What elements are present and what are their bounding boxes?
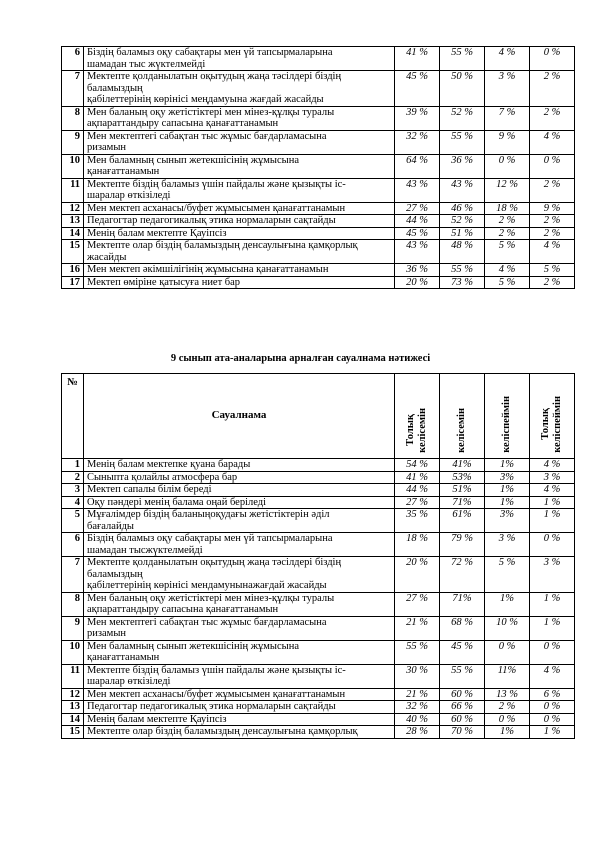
question-line: жасайды — [87, 251, 127, 263]
disagree-value: 1% — [485, 726, 530, 739]
question-text — [84, 471, 395, 484]
question-line: қабілеттерінің көрінісі мендамунынажағдай жасайды — [87, 580, 327, 591]
fully-disagree-value: 4 % — [530, 484, 575, 497]
disagree-value: 4 % — [485, 264, 530, 277]
fully-agree-value: 32 % — [395, 701, 440, 714]
fully-agree-value: 27 % — [395, 496, 440, 509]
question-text — [84, 533, 395, 557]
row-number: 15 — [62, 240, 84, 264]
header-fully-agree-label: Толық келісемін — [405, 407, 428, 453]
row-number: 13 — [62, 215, 84, 228]
disagree-value: 12 % — [485, 178, 530, 202]
question-line: Менің балам мектепте Қауіпсіз — [87, 713, 227, 725]
question-text — [84, 227, 395, 240]
fully-disagree-value: 2 % — [530, 71, 575, 107]
agree-value: 45 % — [440, 640, 485, 664]
fully-disagree-value: 2 % — [530, 178, 575, 202]
table-row — [62, 178, 575, 202]
header-number: № — [62, 374, 84, 459]
question-line: ризамын — [87, 142, 126, 153]
question-text — [84, 664, 395, 688]
fully-agree-value: 54 % — [395, 459, 440, 472]
table-row — [62, 557, 575, 593]
row-number: 3 — [62, 484, 84, 497]
fully-agree-value: 55 % — [395, 640, 440, 664]
disagree-value: 0 % — [485, 713, 530, 726]
question-line: Мектепте қолданылатын оқытудың жаңа тәсілдері біздің — [87, 557, 342, 568]
row-number: 11 — [62, 178, 84, 202]
agree-value: 70 % — [440, 726, 485, 739]
disagree-value: 1% — [485, 496, 530, 509]
fully-disagree-value: 1 % — [530, 592, 575, 616]
agree-value: 50 % — [440, 71, 485, 107]
question-text — [84, 276, 395, 289]
header-fully-disagree — [530, 374, 575, 459]
disagree-value: 5 % — [485, 557, 530, 593]
fully-agree-value: 20 % — [395, 557, 440, 593]
disagree-value: 7 % — [485, 106, 530, 130]
question-line: бағалайды — [87, 520, 134, 532]
question-line: Мен мектеп асханасы/буфет жұмысымен қанағаттанамын — [87, 202, 346, 214]
disagree-value: 2 % — [485, 215, 530, 228]
table-row — [62, 264, 575, 277]
header-agree-label: келісемін — [456, 407, 467, 453]
fully-disagree-value: 2 % — [530, 276, 575, 289]
agree-value: 55 % — [440, 264, 485, 277]
table-row — [62, 215, 575, 228]
header-disagree-label: келіспеймін — [501, 395, 512, 453]
row-number: 14 — [62, 713, 84, 726]
fully-disagree-value: 4 % — [530, 130, 575, 154]
fully-agree-value: 21 % — [395, 688, 440, 701]
question-text — [84, 71, 395, 107]
agree-value: 61% — [440, 509, 485, 533]
grade9-results-table — [61, 373, 575, 739]
row-number: 8 — [62, 592, 84, 616]
fully-disagree-value: 2 % — [530, 227, 575, 240]
table-row — [62, 276, 575, 289]
results-table-continued — [61, 46, 575, 289]
agree-value: 73 % — [440, 276, 485, 289]
disagree-value: 3 % — [485, 71, 530, 107]
fully-disagree-value: 0 % — [530, 533, 575, 557]
table-row — [62, 664, 575, 688]
question-line: Біздің баламыз оқу сабақтары мен үй тапсырмаларына — [87, 533, 333, 544]
row-number: 16 — [62, 264, 84, 277]
agree-value: 68 % — [440, 616, 485, 640]
question-line: Мектепте олар біздің баламыздың денсаулығына қамқорлық — [87, 726, 358, 737]
question-line: Менің балам мектепке қуана барады — [87, 459, 251, 470]
table-row — [62, 533, 575, 557]
row-number: 7 — [62, 71, 84, 107]
question-line: Педагогтар педагогикалық этика нормаларын сақтайды — [87, 215, 336, 226]
question-text — [84, 178, 395, 202]
question-line: ақпараттандыру сапасына қанағаттанамын — [87, 118, 279, 129]
question-line: Мектепте олар біздің баламыздың денсаулығына қамқорлық — [87, 240, 358, 251]
agree-value: 79 % — [440, 533, 485, 557]
row-number: 7 — [62, 557, 84, 593]
agree-value: 66 % — [440, 701, 485, 714]
question-text — [84, 713, 395, 726]
question-line: баламыздың — [87, 568, 143, 580]
fully-disagree-value: 3 % — [530, 471, 575, 484]
disagree-value: 1% — [485, 459, 530, 472]
header-fully-agree — [395, 374, 440, 459]
question-line: Мен мектептегі сабақтан тыс жұмыс бағдарламасына — [87, 616, 327, 628]
agree-value: 71% — [440, 496, 485, 509]
disagree-value: 2 % — [485, 227, 530, 240]
question-line: Педагогтар педагогикалық этика нормаларын сақтайды — [87, 701, 336, 712]
question-text — [84, 154, 395, 178]
disagree-value: 5 % — [485, 240, 530, 264]
question-line: Мен мектеп әкімшілігінің жұмысына қанағаттанамын — [87, 264, 329, 275]
header-disagree — [485, 374, 530, 459]
header-agree — [440, 374, 485, 459]
question-line: баламыздың — [87, 82, 143, 94]
disagree-value: 3 % — [485, 533, 530, 557]
fully-disagree-value: 0 % — [530, 47, 575, 71]
row-number: 4 — [62, 496, 84, 509]
fully-agree-value: 44 % — [395, 215, 440, 228]
question-line: Мектеп сапалы білім береді — [87, 484, 212, 495]
question-line: Мектепте біздің баламыз үшін пайдалы және қызықты іс- — [87, 178, 346, 190]
row-number: 12 — [62, 202, 84, 215]
row-number: 1 — [62, 459, 84, 472]
question-text — [84, 557, 395, 593]
fully-agree-value: 41 % — [395, 47, 440, 71]
disagree-value: 18 % — [485, 202, 530, 215]
agree-value: 52 % — [440, 215, 485, 228]
agree-value: 53% — [440, 471, 485, 484]
question-line: шаралар өткізіледі — [87, 676, 171, 687]
agree-value: 60 % — [440, 713, 485, 726]
fully-disagree-value: 2 % — [530, 215, 575, 228]
question-text — [84, 264, 395, 277]
disagree-value: 10 % — [485, 616, 530, 640]
question-line: Мен баланың оқу жетістіктері мен мінез-құлқы туралы — [87, 592, 335, 604]
row-number: 9 — [62, 616, 84, 640]
question-line: шамадан тысжүктелмейді — [87, 544, 203, 556]
disagree-value: 3% — [485, 471, 530, 484]
row-number: 15 — [62, 726, 84, 739]
table-row — [62, 726, 575, 739]
fully-agree-value: 43 % — [395, 240, 440, 264]
fully-disagree-value: 4 % — [530, 664, 575, 688]
question-text — [84, 496, 395, 509]
agree-value: 51% — [440, 484, 485, 497]
row-number: 10 — [62, 154, 84, 178]
fully-disagree-value: 1 % — [530, 616, 575, 640]
fully-agree-value: 36 % — [395, 264, 440, 277]
question-line: Біздің баламыз оқу сабақтары мен үй тапсырмаларына — [87, 47, 333, 58]
header-survey: Сауалнама — [84, 374, 395, 459]
question-line: Мен мектеп асханасы/буфет жұмысымен қанағаттанамын — [87, 688, 346, 700]
question-text — [84, 240, 395, 264]
row-number: 13 — [62, 701, 84, 714]
fully-agree-value: 28 % — [395, 726, 440, 739]
question-text — [84, 640, 395, 664]
disagree-value: 5 % — [485, 276, 530, 289]
table-row — [62, 509, 575, 533]
agree-value: 52 % — [440, 106, 485, 130]
table-row — [62, 106, 575, 130]
question-line: Мен баламның сынып жетекшісінің жұмысына — [87, 640, 299, 652]
question-text — [84, 592, 395, 616]
question-text — [84, 484, 395, 497]
fully-disagree-value: 2 % — [530, 106, 575, 130]
question-text — [84, 688, 395, 701]
question-line: қанағаттанамын — [87, 652, 160, 663]
table-row — [62, 240, 575, 264]
disagree-value: 2 % — [485, 701, 530, 714]
question-line: қанағаттанамын — [87, 166, 160, 177]
row-number: 5 — [62, 509, 84, 533]
question-text — [84, 215, 395, 228]
agree-value: 48 % — [440, 240, 485, 264]
question-line: Мұғалімдер біздің баланыңоқудағы жетістіктерін әділ — [87, 509, 330, 520]
agree-value: 55 % — [440, 130, 485, 154]
fully-disagree-value: 6 % — [530, 688, 575, 701]
table-row — [62, 701, 575, 714]
disagree-value: 0 % — [485, 154, 530, 178]
row-number: 10 — [62, 640, 84, 664]
disagree-value: 11% — [485, 664, 530, 688]
question-text — [84, 106, 395, 130]
row-number: 14 — [62, 227, 84, 240]
question-line: Сыныпта қолайлы атмосфера бар — [87, 471, 238, 483]
question-line: Мектепте біздің баламыз үшін пайдалы және қызықты іс- — [87, 664, 346, 676]
table-row — [62, 71, 575, 107]
question-line: Мектеп өміріне қатысуға ниет бар — [87, 276, 241, 288]
fully-agree-value: 32 % — [395, 130, 440, 154]
table-row — [62, 616, 575, 640]
section-title: 9 сынып ата-аналарына арналған сауалнама нәтижесі — [170, 353, 431, 364]
fully-agree-value: 18 % — [395, 533, 440, 557]
row-number: 12 — [62, 688, 84, 701]
question-line: шаралар өткізіледі — [87, 190, 171, 201]
table-row — [62, 459, 575, 472]
table-row — [62, 496, 575, 509]
question-text — [84, 47, 395, 71]
fully-agree-value: 40 % — [395, 713, 440, 726]
fully-disagree-value: 4 % — [530, 459, 575, 472]
agree-value: 41% — [440, 459, 485, 472]
question-line: ақпараттандыру сапасына қанағаттанамын — [87, 604, 279, 615]
agree-value: 46 % — [440, 202, 485, 215]
table-row — [62, 484, 575, 497]
question-text — [84, 726, 395, 739]
agree-value: 55 % — [440, 664, 485, 688]
question-line: Менің балам мектепте Қауіпсіз — [87, 227, 227, 239]
question-text — [84, 701, 395, 714]
fully-agree-value: 44 % — [395, 484, 440, 497]
disagree-value: 3% — [485, 509, 530, 533]
fully-disagree-value: 9 % — [530, 202, 575, 215]
fully-disagree-value: 3 % — [530, 557, 575, 593]
table-row — [62, 471, 575, 484]
results-table-continued-body — [62, 47, 575, 289]
agree-value: 43 % — [440, 178, 485, 202]
table-row — [62, 47, 575, 71]
fully-disagree-value: 1 % — [530, 509, 575, 533]
question-line: Оқу пәндері менің балама оңай беріледі — [87, 496, 267, 508]
disagree-value: 0 % — [485, 640, 530, 664]
row-number: 6 — [62, 47, 84, 71]
question-line: Мен баламның сынып жетекшісінің жұмысына — [87, 154, 299, 166]
disagree-value: 4 % — [485, 47, 530, 71]
table-row — [62, 713, 575, 726]
fully-disagree-value: 0 % — [530, 713, 575, 726]
row-number: 11 — [62, 664, 84, 688]
agree-value: 36 % — [440, 154, 485, 178]
question-text — [84, 459, 395, 472]
fully-agree-value: 41 % — [395, 471, 440, 484]
fully-disagree-value: 0 % — [530, 640, 575, 664]
question-line: Мен мектептегі сабақтан тыс жұмыс бағдарламасына — [87, 130, 327, 142]
fully-disagree-value: 0 % — [530, 701, 575, 714]
agree-value: 71% — [440, 592, 485, 616]
fully-agree-value: 21 % — [395, 616, 440, 640]
fully-agree-value: 64 % — [395, 154, 440, 178]
fully-disagree-value: 5 % — [530, 264, 575, 277]
row-number: 8 — [62, 106, 84, 130]
table-row — [62, 202, 575, 215]
fully-agree-value: 20 % — [395, 276, 440, 289]
agree-value: 72 % — [440, 557, 485, 593]
question-text — [84, 202, 395, 215]
question-line: шамадан тыс жүктелмейді — [87, 58, 206, 70]
table-row — [62, 592, 575, 616]
question-line: қабілеттерінің көрінісі меңдамуына жағдай жасайды — [87, 94, 324, 105]
disagree-value: 13 % — [485, 688, 530, 701]
table-row — [62, 130, 575, 154]
question-line: Мектепте қолданылатын оқытудың жаңа тәсілдері біздің — [87, 71, 342, 82]
disagree-value: 9 % — [485, 130, 530, 154]
fully-agree-value: 35 % — [395, 509, 440, 533]
question-line: Мен баланың оқу жетістіктері мен мінез-құлқы туралы — [87, 106, 335, 118]
agree-value: 51 % — [440, 227, 485, 240]
agree-value: 60 % — [440, 688, 485, 701]
fully-disagree-value: 0 % — [530, 154, 575, 178]
question-text — [84, 130, 395, 154]
row-number: 6 — [62, 533, 84, 557]
fully-agree-value: 30 % — [395, 664, 440, 688]
table-header-row — [62, 374, 575, 459]
table-row — [62, 640, 575, 664]
disagree-value: 1% — [485, 592, 530, 616]
agree-value: 55 % — [440, 47, 485, 71]
grade9-results-table-body — [62, 459, 575, 739]
question-text — [84, 616, 395, 640]
fully-disagree-value: 1 % — [530, 726, 575, 739]
fully-agree-value: 45 % — [395, 71, 440, 107]
row-number: 17 — [62, 276, 84, 289]
table-row — [62, 688, 575, 701]
fully-disagree-value: 1 % — [530, 496, 575, 509]
fully-agree-value: 43 % — [395, 178, 440, 202]
fully-agree-value: 27 % — [395, 202, 440, 215]
fully-agree-value: 39 % — [395, 106, 440, 130]
question-line: ризамын — [87, 628, 126, 639]
disagree-value: 1% — [485, 484, 530, 497]
header-fully-disagree-label: Толық келіспеймін — [540, 395, 563, 453]
row-number: 9 — [62, 130, 84, 154]
row-number: 2 — [62, 471, 84, 484]
fully-agree-value: 27 % — [395, 592, 440, 616]
table-row — [62, 154, 575, 178]
question-text — [84, 509, 395, 533]
table-row — [62, 227, 575, 240]
fully-agree-value: 45 % — [395, 227, 440, 240]
fully-disagree-value: 4 % — [530, 240, 575, 264]
